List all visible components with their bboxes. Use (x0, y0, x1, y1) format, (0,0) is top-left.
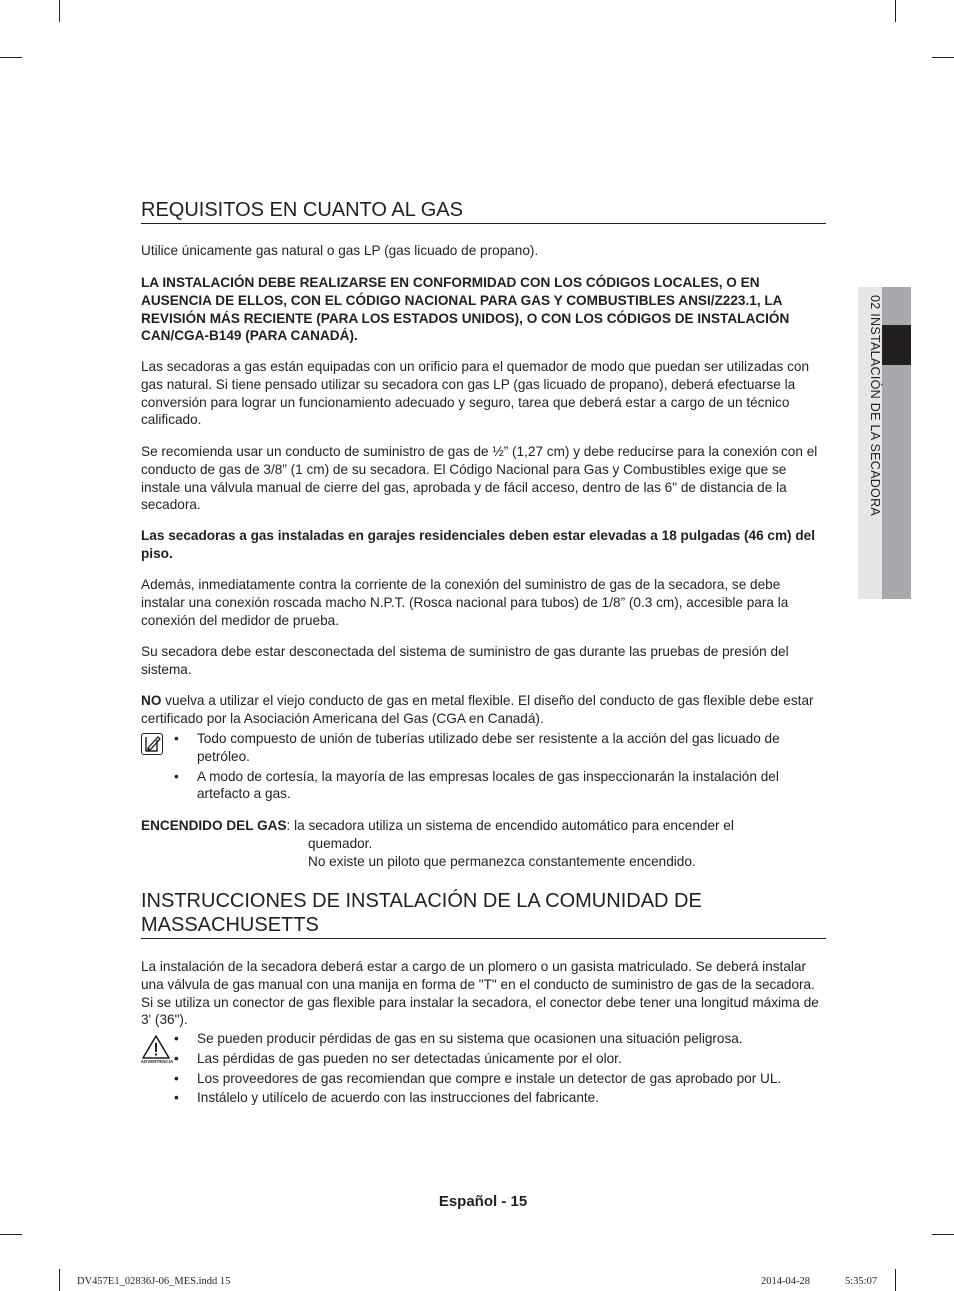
print-slug-time: 5:35:07 (845, 1276, 878, 1287)
note-bullet-text: Todo compuesto de unión de tuberías utilizado debe ser resistente a la acción del gas licuado de petróleo. (197, 731, 780, 764)
crop-mark (59, 0, 60, 22)
section-tab-marker (882, 325, 911, 365)
warning-bullet-list (141, 1030, 826, 1109)
print-slug-filename: DV457E1_02836J-06_MES.indd 15 (77, 1276, 231, 1287)
page-number-label: Español - 15 (438, 1193, 528, 1210)
ignition-label: ENCENDIDO DEL GAS (141, 818, 287, 833)
note-bullet-list (141, 730, 826, 805)
crop-mark (932, 1234, 954, 1235)
pressure-test-paragraph: Su secadora debe estar desconectada del sistema de suministro de gas durante las pruebas de presión del sistema. (141, 644, 789, 677)
list-item (141, 1089, 826, 1107)
page-number (0, 1193, 954, 1210)
crop-mark (59, 1269, 60, 1291)
bullet-marker: • (174, 731, 179, 746)
garage-elevation-paragraph: Las secadoras a gas instaladas en garajes residenciales deben estar elevadas a 18 pulgadas (46 cm) del piso. (141, 528, 815, 561)
test-gauge-paragraph: Además, inmediatamente contra la corriente de la conexión del suministro de gas de la secadora, se debe instalar una conexión roscada macho N.P.T. (Rosca nacional para tubos) de 1/8” (0.3 cm), accesible para la conexión del medidor de prueba. (141, 577, 789, 628)
warning-bullet-text: Instálelo y utilícelo de acuerdo con las instrucciones del fabricante. (197, 1090, 599, 1106)
list-item (141, 1070, 826, 1088)
section-title-gas-requirements: REQUISITOS EN CUANTO AL GAS (141, 198, 826, 224)
code-compliance-paragraph: LA INSTALACIÓN DEBE REALIZARSE EN CONFORMIDAD CON LOS CÓDIGOS LOCALES, O EN AUSENCIA DE ELLOS, CON EL CÓDIGO NACIONAL PARA GAS Y COMBUSTIBLES ANSI/Z223.1, LA REVISIÓN MÁS RECIENTE (PARA LOS ESTADOS UNIDOS), O CON LOS CÓDIGOS DE INSTALACIÓN CAN/CGA-B149 (PARA CANADÁ). (141, 275, 790, 344)
list-item (141, 1050, 826, 1068)
ignition-text: : la secadora utiliza un sistema de encendido automático para encender el (286, 818, 734, 833)
list-item (141, 1030, 826, 1048)
print-slug-date: 2014-04-28 (761, 1276, 810, 1287)
crop-mark (895, 0, 896, 22)
warning-label: ADVERTENCIA (140, 1059, 174, 1064)
section-tab-label: 02 INSTALACIÓN DE LA SECADORA (868, 295, 882, 517)
supply-line-paragraph: Se recomienda usar un conducto de suministro de gas de ½” (1,27 cm) y debe reducirse para la conexión con el conducto de gas de 3/8” (1 cm) de su secadora. El Código Nacional para Gas y Combustibles exige que se instale una válvula manual de cierre del gas, aprobada y de fácil acceso, dentro de las 6" de distancia de la secadora. (141, 444, 818, 513)
bullet-marker: • (174, 1070, 179, 1086)
flex-line-paragraph (141, 692, 826, 728)
flex-line-text: vuelva a utilizar el viejo conducto de gas en metal flexible. El diseño del conducto de gas flexible debe estar certificado por la Asociación Americana del Gas (CGA en Canadá). (141, 693, 814, 726)
crop-mark (895, 1269, 896, 1291)
warning-bullet-text: Se pueden producir pérdidas de gas en su sistema que ocasionen una situación peligrosa. (197, 1031, 743, 1046)
section-title-massachusetts (141, 889, 826, 939)
ignition-no-pilot: No existe un piloto que permanezca constantemente encendido. (308, 854, 696, 869)
list-item (141, 768, 826, 804)
list-item (141, 730, 826, 766)
warning-bullet-text: Los proveedores de gas recomiendan que compre e instale un detector de gas aprobado por UL. (197, 1070, 782, 1086)
ignition-text-continued: quemador. (308, 836, 373, 851)
intro-paragraph: Utilice únicamente gas natural o gas LP (gas licuado de propano). (141, 243, 539, 258)
bullet-marker: • (174, 1031, 179, 1046)
section-title-line-1: INSTRUCCIONES DE INSTALACIÓN DE LA COMUNIDAD DE (141, 890, 702, 912)
bullet-marker: • (174, 1090, 179, 1106)
plumber-paragraph: La instalación de la secadora deberá estar a cargo de un plomero o un gasista matriculado. Se deberá instalar una válvula de gas manual con una manija en forma de "T" en el conducto de suministro de gas de la secadora. Si se utiliza un conector de gas flexible para instalar la secadora, el conector debe tener una longitud máxima de 3' (36"). (141, 959, 819, 1028)
crop-mark (0, 57, 22, 58)
no-emphasis: NO (141, 693, 162, 708)
section-title-line-2: MASSACHUSETTS (141, 914, 319, 936)
note-bullet-text: A modo de cortesía, la mayoría de las empresas locales de gas inspeccionarán la instalación del artefacto a gas. (197, 768, 779, 802)
bullet-marker: • (174, 768, 179, 784)
orifice-paragraph: Las secadoras a gas están equipadas con un orificio para el quemador de modo que puedan ser utilizadas con gas natural. Si tiene pensado utilizar su secadora con gas LP (gas licuado de propano), deberá efectuarse la conversión para lograr un funcionamiento adecuado y seguro, tarea que deberá estar a cargo de un técnico calificado. (141, 359, 810, 428)
bullet-marker: • (174, 1050, 179, 1066)
warning-bullet-text: Las pérdidas de gas pueden no ser detectadas únicamente por el olor. (197, 1050, 622, 1066)
ignition-paragraph (141, 817, 826, 835)
crop-mark (0, 1234, 22, 1235)
crop-mark (932, 57, 954, 58)
